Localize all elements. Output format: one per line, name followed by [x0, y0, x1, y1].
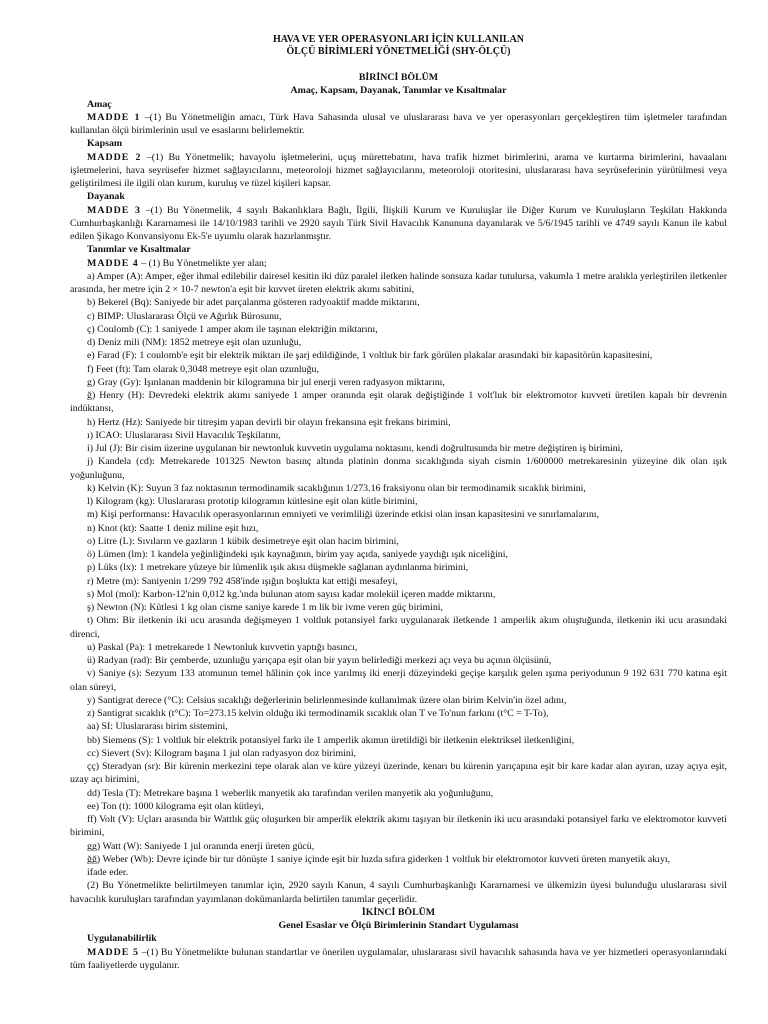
definition-item: g) Gray (Gy): Işınlanan maddenin bir kilogramına bir jul enerji veren radyasyon miktarını, [87, 376, 445, 388]
definition-item: ğğ) Weber (Wb): Devre içinde bir tur dönüşte 1 saniye içinde eşit bir hızda sıfıra giderken 1 voltluk bir elektromotor kuvveti üreten manyetik akıyı, [87, 853, 671, 865]
definition-item: ğ) Henry (H): Devredeki elektrik akımı saniyede 1 amper oranında eşit olarak değiştiğinde 1 volt'luk bir elektromotor kuvveti üretilen kapalı bir devrenin indüktansı, [70, 390, 727, 415]
definition-item: ö) Lümen (lm): 1 kandela yeğinliğindeki ışık kaynağının, birim yay açıda, saniyede yaydığı ışık niceliğini, [87, 549, 508, 560]
definition-item: f) Feet (ft): Tam olarak 0,3048 metreye eşit olan uzunluğu, [87, 363, 319, 375]
definition-item: p) Lüks (lx): 1 metrekare yüzeye bir lümenlik ışık akısı düşmekle sağlanan aydınlanma birimini, [87, 562, 469, 574]
document-title-line-1: HAVA VE YER OPERASYONLARI İÇİN KULLANILAN [272, 34, 525, 45]
article-4 [70, 257, 727, 270]
definition-item: h) Hertz (Hz): Saniyede bir titreşim yapan devirli bir olayın frekansına eşit frekans birimini, [87, 416, 451, 428]
section-heading-uygulanabilirlik: Uygulanabilirlik [87, 933, 157, 945]
definition-item: ff) Volt (V): Uçları arasında bir Wattlık güç oluşurken bir amperlik elektrik akımı taşıyan bir iletkenin iki ucu arasındaki potansiyel farkı ve elektromotor kuvveti birimini, [70, 814, 727, 839]
definition-item: k) Kelvin (K): Suyun 3 faz noktasının termodinamik sıcaklığının 1/273.16 fraksiyonu olan bir termodinamik sıcaklık birimini, [87, 482, 586, 494]
article-label: MADDE 4 [87, 257, 139, 269]
definition-item: t) Ohm: Bir iletkenin iki ucu arasında değişmeyen 1 voltluk potansiyel farkı uygulanarak iletkende 1 amperlik akım oluştuğunda, iletkenin iki ucu arasındaki direnci, [70, 615, 727, 640]
article-label: MADDE 3 [87, 204, 141, 216]
section-heading-amac: Amaç [87, 98, 112, 110]
article-label: MADDE 5 [87, 946, 139, 958]
definition-item: i) Jul (J): Bir cisim üzerine uygulanan bir newtonluk kuvvetin uygulama noktasını, kendi doğrultusunda bir metre değiştiren iş birimini, [87, 443, 623, 454]
definition-item: b) Bekerel (Bq): Saniyede bir adet parçalanma gösteren radyoaktif madde miktarını, [87, 297, 420, 309]
article-5 [70, 946, 727, 973]
article-1 [70, 111, 727, 138]
definition-item: u) Paskal (Pa): 1 metrekarede 1 Newtonluk kuvvetin yaptığı basıncı, [87, 641, 358, 653]
definition-item: j) Kandela (cd): Metrekarede 101325 Newton basınç altında platinin donma sıcaklığında siyah cismin 1/600000 metrekaresinin yüzeyine dik olan ışık yoğunluğunu, [70, 456, 727, 481]
definition-item: d) Deniz mili (NM): 1852 metreye eşit olan uzunluğu, [87, 337, 302, 348]
definition-item: r) Metre (m): Saniyenin 1/299 792 458'inde ışığın boşlukta kat ettiği mesafeyi, [87, 575, 398, 587]
article-text: –(1) Bu Yönetmeliğin amacı, Türk Hava Sahasında ulusal ve uluslararası hava ve yer operasyonları gerçekleştiren tüm işletmeler tarafından kullanılan ölçü birimlerinin usul ve esaslarını belirlemektir. [70, 111, 727, 136]
definition-item: c) BIMP: Uluslararası Ölçü ve Ağırlık Bürosunu, [87, 310, 282, 322]
definition-item: çç) Steradyan (sr): Bir kürenin merkezini tepe olarak alan ve küre yüzeyi üzerinde, kenarı bu kürenin yarıçapına eşit bir kare kadar alan ayıran, uzay açıya eşit, uzay açı birimini, [70, 761, 727, 786]
definition-item: z) Santigrat sıcaklık (t°C): To=273.15 kelvin olduğu iki termodinamik sıcaklık olan T ve To'nun farkını (t°C = T-To), [87, 708, 549, 719]
definition-item: o) Litre (L): Sıvıların ve gazların 1 kübik desimetreye eşit olan hacim birimini, [87, 535, 399, 547]
section-heading-dayanak: Dayanak [87, 191, 125, 203]
definition-item: ı) ICAO: Uluslararası Sivil Havacılık Teşkilatını, [87, 429, 281, 441]
definition-item: ee) Ton (t): 1000 kilograma eşit olan kütleyi, [87, 800, 264, 812]
article-label: MADDE 2 [87, 151, 142, 163]
definition-item: aa) SI: Uluslararası birim sistemini, [87, 721, 228, 733]
definition-item: ş) Newton (N): Kütlesi 1 kg olan cisme saniye karede 1 m lik bir ivme veren güç birimini, [87, 602, 443, 613]
document-page [70, 34, 727, 972]
definition-item: n) Knot (kt): Saatte 1 deniz miline eşit hızı, [87, 522, 259, 534]
part-1-title: BİRİNCİ BÖLÜM [358, 72, 439, 83]
definition-item: l) Kilogram (kg): Uluslararası prototip kilogramın kütlesine eşit olan kütle birimini, [87, 496, 418, 507]
article-text: –(1) Bu Yönetmelik, 4 sayılı Bakanlıklara Bağlı, İlgili, İlişkili Kurum ve Kuruluşlar ile Diğer Kurum ve Kuruluşların Teşkilatı Hakkında Cumhurbaşkanlığı Kararnamesi ile 14/10/1983 tarihli ve 2920 sayılı Türk Sivil Havacılık Kanununa dayanılarak ve 5/6/1945 tarihli ve 4749 sayılı Kanun ile kabul edilen Şikago Konvansiyonu Ek-5'e uyumlu olarak hazırlanmıştır. [70, 204, 727, 242]
definition-item: ü) Radyan (rad): Bir çemberde, uzunluğu yarıçapa eşit olan bir yayın belirlediği merkezi açı veya bu açının ölçüsünü, [87, 655, 552, 666]
part-2-title: İKİNCİ BÖLÜM [361, 906, 436, 918]
article-4-paragraph-2: (2) Bu Yönetmelikte belirtilmeyen tanımlar için, 2920 sayılı Kanun, 4 sayılı Cumhurbaşkanlığı Kararnamesi ve ülkemizin üyesi bulunduğu uluslararası sivil havacılık kuruluşları tarafından yayımlanan dokümanlarda belirtilen tanımlar geçerlidir. [70, 880, 727, 905]
definition-item: bb) Siemens (S): 1 voltluk bir elektrik potansiyel farkı ile 1 amperlik akımın üretildiği bir iletkenin elektriksel iletkenliğini, [87, 734, 575, 746]
definition-item: m) Kişi performansı: Havacılık operasyonlarının emniyeti ve verimliliği üzerinde etkisi olan insan kapasitesini ve sınırlamalarını, [87, 509, 599, 521]
definition-item: gg) Watt (W): Saniyede 1 jul oranında enerji üreten gücü, [87, 840, 315, 852]
definition-item: cc) Sievert (Sv): Kilogram başına 1 jul olan radyasyon doz birimini, [87, 747, 357, 759]
article-label: MADDE 1 [87, 111, 141, 123]
definitions-list [70, 270, 727, 866]
definition-item: dd) Tesla (T): Metrekare başına 1 weberlik manyetik akı tarafından verilen manyetik akı yoğunluğunu, [87, 787, 494, 799]
definition-item: a) Amper (A): Amper, eğer ihmal edilebilir dairesel kesitin iki düz paralel iletken halinde sonsuza kadar tutulursa, vakumla 1 metre aralıkla yerleştirilen iletkenler arasında, her metre için 2 × 10-7 newton'a eşit bir kuvvet üreten elektrik akımı sabitini, [70, 270, 727, 295]
definition-item: v) Saniye (s): Sezyum 133 atomunun temel hâlinin çok ince yarılmış iki enerji düzeyindeki geçişe karşılık gelen ışıma periyodunun 9 192 631 770 katına eşit olan süreyi, [70, 668, 727, 693]
article-text: –(1) Bu Yönetmelik; havayolu işletmelerini, uçuş mürettebatını, hava trafik hizmet birimlerini, arama ve kurtarma birimlerini, havaalanı işletmelerini, hava seyrüsefer hizmet sağlayıcılarını, meteoroloji hizmet sağlayıcılarını, meteoroloji otoritesini, uluslararası hava seyrüseferinin yürütülmesi veya geliştirilmesi ile ilgili olan kurum, kuruluş ve tüzel kişileri kapsar. [70, 151, 727, 189]
document-title-line-2: ÖLÇÜ BİRİMLERİ YÖNETMELİĞİ (SHY-ÖLÇÜ) [286, 45, 511, 57]
article-3 [70, 204, 727, 244]
definition-item: e) Farad (F): 1 coulomb'e eşit bir elektrik miktarı ile şarj edildiğinde, 1 voltluk bir fark görülen plakalar arasındaki bir kapasitörün kapasitesini, [87, 350, 653, 362]
ifade-eder-line: ifade eder. [87, 867, 129, 878]
part-2-subtitle: Genel Esaslar ve Ölçü Birimlerinin Standart Uygulaması [278, 920, 519, 931]
section-heading-kapsam: Kapsam [87, 138, 123, 150]
article-text: – (1) Bu Yönetmelikte yer alan; [138, 257, 267, 269]
article-text: –(1) Bu Yönetmelikte bulunan standartlar ve önerilen uygulamalar, uluslararası sivil havacılık sahasında hava ve yer hizmetleri operasyonlarındaki tüm faaliyetlerde uygulanır. [70, 946, 727, 971]
definition-item: s) Mol (mol): Karbon-12'nin 0,012 kg.'ında bulunan atom sayısı kadar molekül içeren madde miktarını, [87, 588, 496, 600]
definition-item: y) Santigrat derece (°C): Celsius sıcaklığı değerlerinin belirlenmesinde kullanılmak üzere olan birim Kelvin'in özel adını, [87, 694, 567, 706]
article-2 [70, 151, 727, 191]
section-heading-tanimlar: Tanımlar ve Kısaltmalar [87, 244, 191, 256]
part-1-subtitle: Amaç, Kapsam, Dayanak, Tanımlar ve Kısaltmalar [290, 85, 507, 97]
definition-item: ç) Coulomb (C): 1 saniyede 1 amper akım ile taşınan elektriğin miktarını, [87, 323, 378, 335]
